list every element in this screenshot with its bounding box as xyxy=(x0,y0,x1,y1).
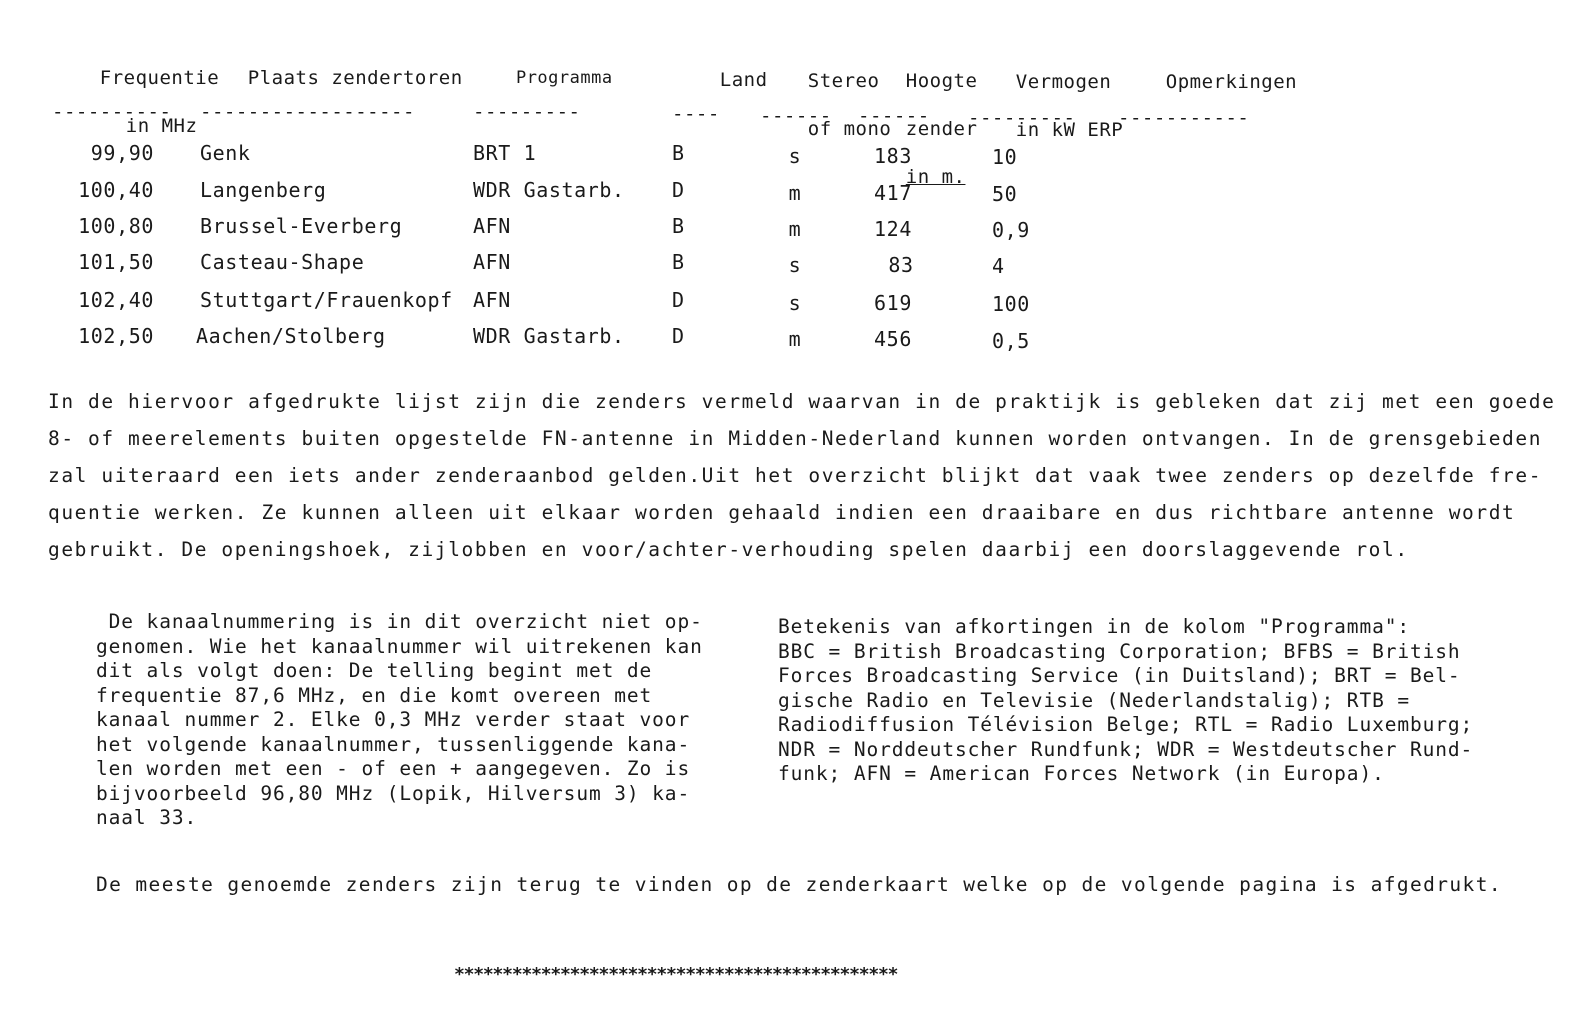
note-line: gische Radio en Televisie (Nederlandstalig); RTB = xyxy=(778,688,1410,712)
dash-remarks: ----------- xyxy=(1118,107,1250,129)
cell-program: WDR Gastarb. xyxy=(473,324,625,348)
header-land-line1: Land xyxy=(719,69,768,91)
note-line: NDR = Norddeutscher Rundfunk; WDR = Westdeutscher Rund- xyxy=(778,737,1474,761)
cell-mode: m xyxy=(788,217,802,241)
abbreviations-note xyxy=(778,615,1498,787)
cell-place: Casteau-Shape xyxy=(200,250,365,274)
dash-land: ---- xyxy=(672,103,720,125)
table-row xyxy=(0,287,1594,317)
cell-mode: s xyxy=(788,291,802,315)
closing-sentence: De meeste genoemde zenders zijn terug te vinden op de zenderkaart welke op de volgende pagina is afgedrukt. xyxy=(96,873,1502,896)
cell-mode: m xyxy=(788,181,802,205)
dash-power: --------- xyxy=(968,107,1076,129)
paragraph-line: In de hiervoor afgedrukte lijst zijn die zenders vermeld waarvan in de praktijk is gebleken dat zij met een goede xyxy=(48,390,1556,413)
cell-height: 124 xyxy=(874,217,912,241)
paragraph-line: 8- of meerelements buiten opgestelde FN-antenne in Midden-Nederland kunnen worden ontvangen. In de grensgebieden xyxy=(48,427,1543,450)
dash-frequency: ---------- xyxy=(52,101,172,123)
cell-place: Stuttgart/Frauenkopf xyxy=(200,288,453,312)
header-remarks-line1: Opmerkingen xyxy=(1165,71,1298,93)
note-line: het volgende kanaalnummer, tussenliggende kana- xyxy=(96,732,691,756)
cell-place: Aachen/Stolberg xyxy=(196,324,386,348)
cell-land: D xyxy=(672,288,685,312)
cell-program: AFN xyxy=(473,250,511,274)
table-row xyxy=(0,213,1594,243)
note-line: funk; AFN = American Forces Network (in Europa). xyxy=(778,762,1385,785)
cell-program: AFN xyxy=(473,288,511,312)
note-line: Forces Broadcasting Service (in Duitsland); BRT = Bel- xyxy=(778,664,1461,687)
header-place-line1: Plaats zendertoren xyxy=(247,67,463,89)
header-power-line1: Vermogen xyxy=(1015,71,1112,93)
cell-power: 0,9 xyxy=(992,218,1030,242)
body-paragraph xyxy=(48,383,1556,568)
cell-height: 83 xyxy=(888,253,914,277)
cell-frequency: 101,50 xyxy=(78,250,154,274)
cell-land: D xyxy=(672,324,685,348)
table-row xyxy=(0,249,1594,279)
header-stereo-line2: of mono xyxy=(807,118,892,140)
cell-height: 619 xyxy=(874,291,912,315)
channel-numbering-note xyxy=(96,610,736,831)
header-height-line3: in m. xyxy=(905,166,966,188)
dash-height: ------ xyxy=(858,105,930,127)
dash-place: ------------------ xyxy=(200,101,415,123)
header-program-line1: Programma xyxy=(515,68,613,88)
cell-place: Langenberg xyxy=(200,178,327,202)
header-frequency-line1: Frequentie xyxy=(99,67,220,89)
cell-power: 10 xyxy=(992,145,1018,169)
cell-mode: m xyxy=(788,327,802,351)
cell-power: 50 xyxy=(992,182,1018,206)
note-line: genomen. Wie het kanaalnummer wil uitrekenen kan xyxy=(96,634,703,658)
note-line: kanaal nummer 2. Elke 0,3 MHz verder staat voor xyxy=(96,708,691,731)
cell-mode: s xyxy=(788,144,802,168)
cell-land: B xyxy=(672,214,685,238)
cell-land: D xyxy=(672,178,685,202)
cell-frequency: 102,40 xyxy=(78,288,154,312)
cell-frequency: 100,40 xyxy=(78,178,154,202)
cell-frequency: 99,90 xyxy=(90,141,154,165)
header-stereo-line1: Stereo xyxy=(807,70,880,92)
cell-land: B xyxy=(672,141,685,165)
cell-height: 456 xyxy=(874,327,912,351)
note-line: BBC = British Broadcasting Corporation; BFBS = British xyxy=(778,639,1461,663)
header-frequency-line2: in MHz xyxy=(125,115,198,137)
table-row xyxy=(0,177,1594,207)
cell-program: WDR Gastarb. xyxy=(473,178,625,202)
note-line: naal 33. xyxy=(96,806,198,829)
paragraph-line: zal uiteraard een iets ander zenderaanbod gelden.Uit het overzicht blijkt dat vaak twee zenders op dezelfde fre- xyxy=(48,464,1543,487)
cell-height: 183 xyxy=(874,144,912,168)
note-line: len worden met een - of een + aangegeven. Zo is xyxy=(96,757,691,780)
cell-power: 0,5 xyxy=(992,329,1030,353)
header-power-line2: in kW ERP xyxy=(1015,119,1124,141)
dash-stereo: ------ xyxy=(760,105,832,127)
table-row xyxy=(0,323,1594,353)
header-height-line1: Hoogte xyxy=(905,70,978,92)
cell-mode: s xyxy=(788,253,802,277)
cell-frequency: 102,50 xyxy=(78,324,154,348)
note-line: Betekenis van afkortingen in de kolom "Programma": xyxy=(778,615,1410,638)
star-separator: ********************************************** xyxy=(454,964,898,985)
cell-place: Brussel-Everberg xyxy=(200,214,403,238)
dash-program: --------- xyxy=(473,101,581,123)
table-row xyxy=(0,140,1594,170)
paragraph-line: gebruikt. De openingshoek, zijlobben en voor/achter-verhouding spelen daarbij een doorslaggevende rol. xyxy=(48,538,1409,561)
note-line: bijvoorbeeld 96,80 MHz (Lopik, Hilversum 3) ka- xyxy=(96,781,691,805)
cell-land: B xyxy=(672,250,685,274)
header-height-line2: zender xyxy=(905,118,978,140)
cell-height: 417 xyxy=(874,181,912,205)
paragraph-line: quentie werken. Ze kunnen alleen uit elkaar worden gehaald indien een draaibare en dus richtbare antenne wordt xyxy=(48,501,1516,524)
note-line: Radiodiffusion Télévision Belge; RTL = Radio Luxemburg; xyxy=(778,713,1474,736)
cell-program: AFN xyxy=(473,214,511,238)
cell-frequency: 100,80 xyxy=(78,214,154,238)
cell-power: 100 xyxy=(992,292,1030,316)
note-line: dit als volgt doen: De telling begint met de xyxy=(96,659,653,682)
cell-program: BRT 1 xyxy=(473,141,537,165)
note-line: De kanaalnummering is in dit overzicht niet op- xyxy=(96,610,703,633)
cell-place: Genk xyxy=(200,141,251,165)
note-line: frequentie 87,6 MHz, en die komt overeen met xyxy=(96,683,653,707)
cell-power: 4 xyxy=(992,254,1005,278)
